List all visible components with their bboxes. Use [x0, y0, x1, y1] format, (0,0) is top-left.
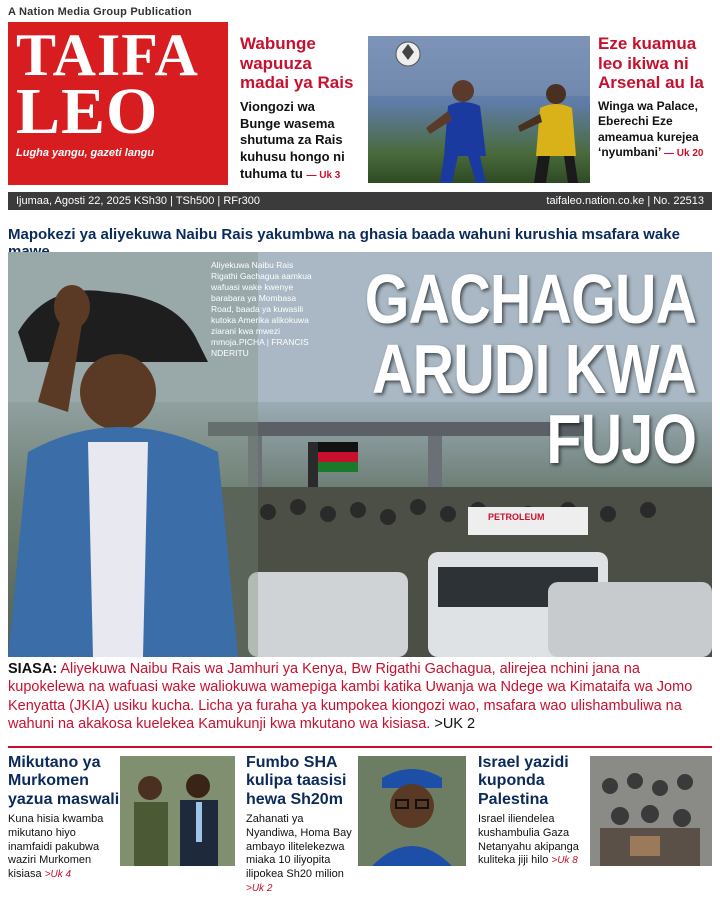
section-rule [8, 746, 712, 748]
main-headline-line2: ARUDI KWA [371, 330, 696, 408]
teaser-arsenal[interactable] [598, 34, 716, 161]
football-illustration [368, 36, 590, 183]
masthead-title-line1: TAIFA [16, 22, 199, 88]
story-murkomen[interactable] [8, 754, 120, 882]
masthead-tagline: Lugha yangu, gazeti langu [16, 147, 155, 160]
lede-text: Aliyekuwa Naibu Rais wa Jamhuri ya Kenya, Bw Rigathi Gachagua, alirejea nchini jana na kupokelewa na wafuasi wake waliokuwa wamepiga kambi katika Uwanja wa Ndege wa Kimataifa wa Jomo Kenyatta (JKIA) usiku kucha. Licha ya furaha ya kumpokea kiongozi wao, msafara wao ulishambuliwa na wahuni na akakosa kuelekea Kamukunji kwa mkutano wa kisiasa. [8, 661, 693, 733]
photo-caption: Aliyekuwa Naibu Rais Rigathi Gachagua aamkua wafuasi wake kwenye barabara ya Mombasa Road, baada ya kuwasili kutoka Amerika alikokuwa ziarani kwa mwezi mmoja.PICHA | FRANCIS NDERITU [211, 260, 312, 359]
main-headline [364, 260, 696, 478]
lede-label: SIASA: [8, 661, 58, 677]
story-israel[interactable] [478, 754, 590, 868]
teaser-arsenal-body: Winga wa Palace, Eberechi Eze ameamua kurejea ‘nyumbani’ — Uk 20 [598, 98, 704, 160]
masthead-title-line2: LEO [16, 75, 159, 148]
teaser-parliament-headline: Wabunge wapuuza madai ya Rais [240, 34, 354, 93]
story-murkomen-body: Kuna hisia kwamba mikutano hiyo inamfaidi pakubwa waziri Murkomen kisiasa >Uk 4 [8, 813, 104, 881]
story-israel-ref: >Uk 8 [551, 855, 578, 867]
story-sha-ref: >Uk 2 [246, 882, 273, 894]
sha-illustration [358, 756, 466, 866]
story-israel-headline: Israel yazidi kuponda Palestina [478, 754, 569, 808]
kicker-headline: Mapokezi ya aliyekuwa Naibu Rais yakumbwa na ghasia baada wahuni kurushia msafara wake [8, 226, 680, 243]
murkomen-illustration [120, 756, 235, 866]
story-murkomen-ref: >Uk 4 [44, 869, 72, 881]
football-photo [368, 36, 590, 183]
lede-ref: >UK 2 [430, 716, 476, 733]
israel-illustration [590, 756, 712, 866]
sha-photo [358, 756, 466, 866]
israel-photo [590, 756, 712, 866]
main-headline-line1: GACHAGUA [364, 260, 696, 338]
teaser-arsenal-headline: Eze kuamua leo ikiwa ni Arsenal au la [598, 34, 704, 93]
masthead [8, 22, 228, 185]
dateline-website-issue: taifaleo.nation.co.ke | No. 22513 [546, 195, 704, 207]
dateline-bar [8, 192, 712, 210]
story-sha-body: Zahanati ya Nyandiwa, Homa Bay ambayo ilitelekezwa miaka 10 iliyopita ilipokea Sh20 milion >Uk 2 [246, 813, 352, 894]
main-photo [8, 252, 712, 657]
lede-paragraph [8, 660, 712, 734]
story-sha[interactable] [246, 754, 354, 896]
story-israel-body: Israel iliendelea kushambulia Gaza Netanyahu akipanga kuliteka jiji hilo >Uk 8 [478, 813, 579, 867]
story-sha-headline: Fumbo SHA kulipa taasisi hewa Sh20m [246, 754, 347, 808]
story-murkomen-headline: Mikutano ya Murkomen yazua maswali [8, 754, 120, 808]
dateline-date-price: Ijumaa, Agosti 22, 2025 KSh30 | TSh500 | RFr300 [16, 195, 260, 207]
petroleum-sign: PETROLEUM [488, 512, 545, 522]
teaser-parliament[interactable] [240, 34, 358, 183]
teaser-parliament-ref: — Uk 3 [306, 170, 341, 182]
publisher-line: A Nation Media Group Publication [8, 6, 192, 18]
teaser-parliament-body: Viongozi wa Bunge wasema shutuma za Rais kuhusu hongo ni tuhuma tu — Uk 3 [240, 98, 345, 182]
main-headline-line3: FUJO [546, 400, 696, 478]
teaser-arsenal-ref: — Uk 20 [664, 148, 704, 160]
murkomen-photo [120, 756, 235, 866]
